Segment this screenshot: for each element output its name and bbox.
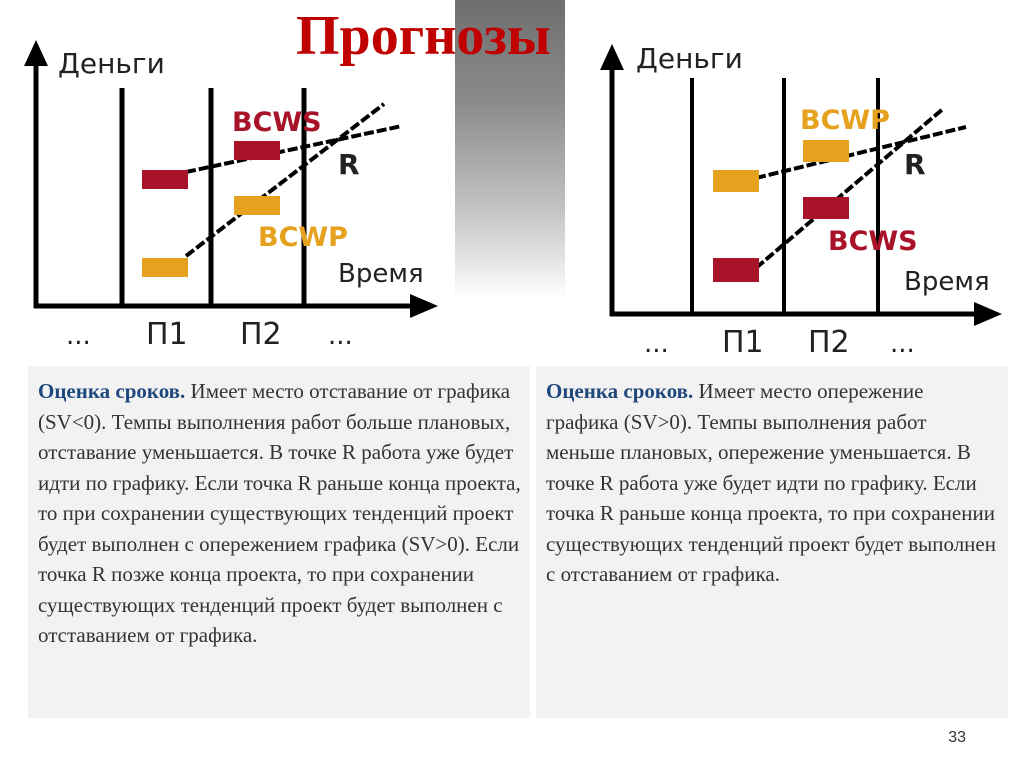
period-label-p1: П1 xyxy=(722,325,764,360)
bcwp-marker-p1 xyxy=(713,170,759,192)
note-lead: Оценка сроков. xyxy=(546,379,694,403)
y-axis-arrow xyxy=(600,44,624,70)
note-right xyxy=(536,366,1008,718)
slide-title: Прогнозы xyxy=(296,5,551,67)
period-label-before: ... xyxy=(644,329,669,359)
bcws-marker-p1 xyxy=(713,258,759,282)
forecast-diagrams xyxy=(0,0,1024,360)
x-axis-label: Время xyxy=(904,267,990,297)
y-axis-label: Деньги xyxy=(636,42,743,75)
bcws-marker-p1 xyxy=(142,170,188,189)
y-axis-label: Деньги xyxy=(58,47,165,80)
note-body: Имеет место опережение графика (SV>0). Темпы выполнения работ меньше плановых, опережение уменьшается. В точке R работа уже будет идти по графику. Если точка R раньше конца проекта, то при сохранении существующих тенденций проект будет выполнен с отставанием от графика. xyxy=(546,379,996,586)
diagram-right xyxy=(600,42,1002,360)
period-label-p2: П2 xyxy=(240,317,282,352)
intersection-label: R xyxy=(904,148,926,181)
period-label-p1: П1 xyxy=(146,317,188,352)
note-lead: Оценка сроков. xyxy=(38,379,186,403)
series-label-upper: BCWS xyxy=(232,107,322,138)
bcwp-marker-p2 xyxy=(234,196,280,215)
series-label-lower: BCWP xyxy=(258,222,348,253)
period-label-after: ... xyxy=(890,329,915,359)
y-axis-arrow xyxy=(24,40,48,66)
diagram-left xyxy=(24,40,438,352)
series-label-lower: BCWS xyxy=(828,226,918,257)
series-label-upper: BCWP xyxy=(800,105,890,136)
bcwp-marker-p1 xyxy=(142,258,188,277)
x-axis-arrow xyxy=(410,294,438,318)
note-body: Имеет место отставание от графика (SV<0). Темпы выполнения работ больше плановых, отставание уменьшается. В точке R работа уже будет идти по графику. Если точка R раньше конца проекта, то при сохранении существующих тенденций проект будет выполнен с опережением графика (SV>0). Если точка R позже конца проекта, то при сохранении существующих тенденций проект будет выполнен с отставанием от графика. xyxy=(38,379,521,647)
period-label-p2: П2 xyxy=(808,325,850,360)
period-label-after: ... xyxy=(328,321,353,351)
bcws-marker-p2 xyxy=(234,141,280,160)
x-axis-arrow xyxy=(974,302,1002,326)
x-axis-label: Время xyxy=(338,259,424,289)
page-number: 33 xyxy=(948,729,966,746)
period-label-before: ... xyxy=(66,321,91,351)
note-left xyxy=(28,366,530,718)
bcws-marker-p2 xyxy=(803,197,849,219)
bcwp-marker-p2 xyxy=(803,140,849,162)
intersection-label: R xyxy=(338,148,360,181)
